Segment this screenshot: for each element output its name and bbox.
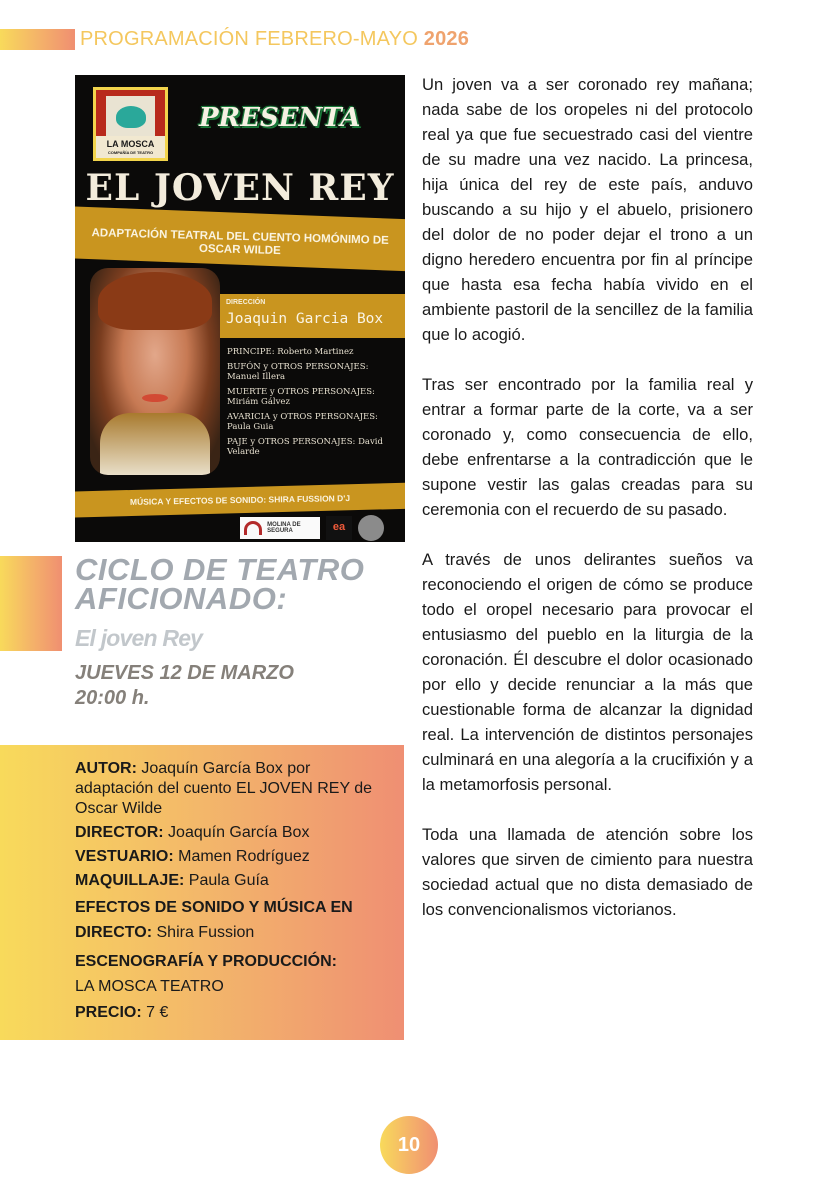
event-time: 20:00 h. [75,687,150,709]
molina-de-segura-logo: MOLINA DE SEGURA [240,517,320,539]
poster-direction-label: DIRECCIÓN [226,299,266,306]
title-accent-bar [0,556,62,651]
fly-icon [116,106,146,128]
round-seal-logo [358,515,384,541]
synopsis-paragraph: Un joven va a ser coronado rey mañana; nada sabe de los oropeles ni del protocolo real ya que fue secuestrado casi del vientre de su madre una vez nacido. La princesa, hija única del rey de este país, anduvo buscando a su hijo y el abuelo, prisionero del dolor de no poder dejar el trono a un digno heredero encuentra por fin al príncipe que hasta esa fecha había vivido en el ambiente pastoril de la sencillez de la familia que lo acogió. [422,75,753,344]
credits-box [0,745,404,1040]
header-accent-bar [0,29,75,50]
synopsis [422,72,753,947]
credit-autor: AUTOR: Joaquín García Box por adaptación del cuento EL JOVEN REY de Oscar Wilde [75,760,373,817]
cast-item: AVARICIA y OTROS PERSONAJES: Paula Guia [227,411,378,432]
event-date: JUEVES 12 DE MARZO [75,662,294,684]
credit-escenografia: ESCENOGRAFÍA Y PRODUCCIÓN: LA MOSCA TEATRO [75,953,337,995]
header-year: 2026 [423,28,470,50]
sponsor-logos [240,516,384,540]
synopsis-paragraph: Tras ser encontrado por la familia real y entrar a formar parte de la corte, va a ser coronado y, como consecuencia de ello, debe enfrentarse a la contradicción que le supone vestir las galas creadas para su ceremonia con el recuerdo de su pasado. [422,375,753,519]
show-name: El joven Rey [75,625,203,651]
poster-director: Joaquin Garcia Box [226,311,384,327]
credit-maquillaje: MAQUILLAJE: Paula Guía [75,872,269,889]
credit-precio: PRECIO: 7 € [75,1004,169,1021]
cast-item: PRINCIPE: Roberto Martinez [227,347,354,357]
cast-item: BUFÓN y OTROS PERSONAJES: Manuel Illera [227,361,369,382]
event-poster [75,75,405,542]
page-number: 10 [380,1116,438,1174]
poster-subtitle: ADAPTACIÓN TEATRAL DEL CUENTO HOMÓNIMO DE OSCAR WILDE [91,227,389,258]
header-title [80,28,469,51]
credit-director: DIRECTOR: Joaquín García Box [75,824,310,841]
synopsis-paragraph: Toda una llamada de atención sobre los valores que sirven de cimiento para nuestra sociedad actual que no dista demasiado de los convencionalismos victorianos. [422,825,753,919]
event-datetime [75,661,294,711]
poster-title: EL JOVEN REY [85,167,395,209]
la-mosca-logo [93,87,168,161]
credit-efectos: EFECTOS DE SONIDO Y MÚSICA EN DIRECTO: Shira Fussion [75,899,353,941]
logo-company-name: LA MOSCA [106,139,155,149]
ea-logo: ea [326,516,352,540]
synopsis-paragraph: A través de unos delirantes sueños va reconociendo el origen de cómo se produce todo el oropel necesario para provocar el entusiasmo del pueblo en la liturgia de la coronación. Él descubre el dolor ocasionado por ello y decide renunciar a la más que cuestionable forma de alcanzar la dignidad real. La intervención de distintos personajes culminará en una alegoría a la crucifixión y a la metamorfosis personal. [422,550,753,794]
poster-cast-list [227,347,402,462]
logo-company-sub: COMPAÑÍA DE TEATRO [107,150,154,155]
poster-presenta: PRESENTA [199,103,361,133]
poster-music-credit: MÚSICA Y EFECTOS DE SONIDO: SHIRA FUSSION D'J [129,493,351,507]
credit-vestuario: VESTUARIO: Mamen Rodríguez [75,848,310,865]
cast-item: MUERTE y OTROS PERSONAJES: Miriám Gálvez [227,386,375,407]
cycle-title: CICLO DE TEATRO AFICIONADO: [75,552,365,616]
header-title-text: PROGRAMACIÓN FEBRERO-MAYO [80,28,418,50]
cast-item: PAJE y OTROS PERSONAJES: David Velarde [227,436,383,457]
arch-icon [244,521,262,535]
portrait-image [90,268,220,475]
